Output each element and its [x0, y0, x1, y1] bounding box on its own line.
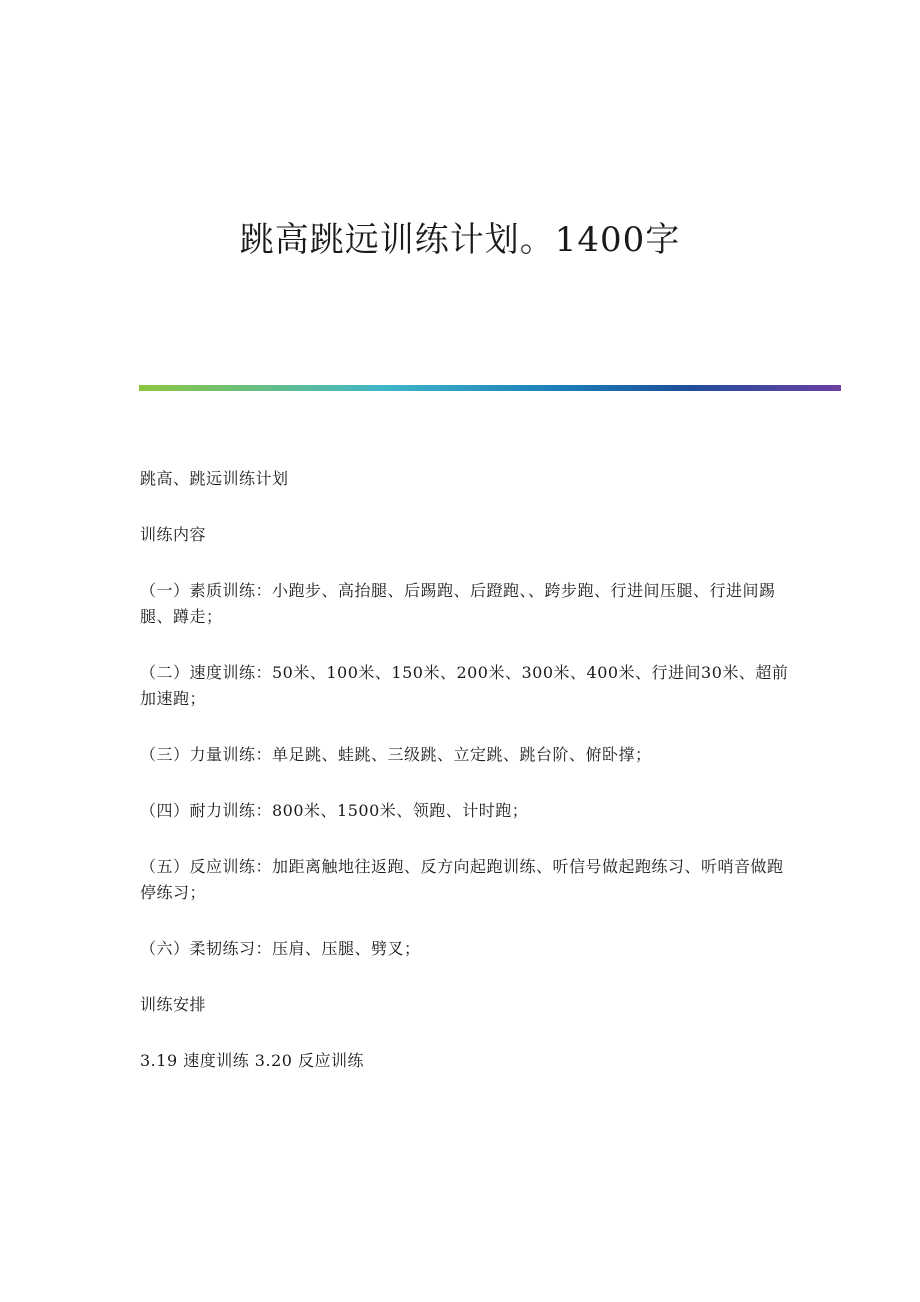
- title-divider: [139, 385, 841, 391]
- document-title: 跳高跳远训练计划。1400字: [239, 220, 681, 260]
- paragraph-section-content: 训练内容: [140, 525, 207, 544]
- paragraph-flexibility-training: （六）柔韧练习：压肩、压腿、劈叉；: [140, 939, 421, 958]
- paragraph-strength-training: （三）力量训练：单足跳、蛙跳、三级跳、立定跳、跳台阶、俯卧撑；: [140, 745, 652, 764]
- document-body: [140, 466, 790, 1104]
- paragraph-reaction-training: （五）反应训练：加距离触地往返跑、反方向起跑训练、听信号做起跑练习、听哨音做跑停练习；: [140, 857, 784, 902]
- paragraph-section-schedule: 训练安排: [140, 995, 207, 1014]
- paragraph-speed-training: （二）速度训练：50米、100米、150米、200米、300米、400米、行进间30米、超前加速跑；: [140, 663, 789, 708]
- paragraph-schedule-entry: 3.19 速度训练 3.20 反应训练: [140, 1051, 365, 1070]
- paragraph-quality-training: （一）素质训练：小跑步、高抬腿、后踢跑、后蹬跑、、跨步跑、行进间压腿、行进间踢腿、蹲走；: [140, 581, 776, 626]
- paragraph-endurance-training: （四）耐力训练：800米、1500米、领跑、计时跑；: [140, 801, 529, 820]
- paragraph-heading: 跳高、跳远训练计划: [140, 469, 289, 488]
